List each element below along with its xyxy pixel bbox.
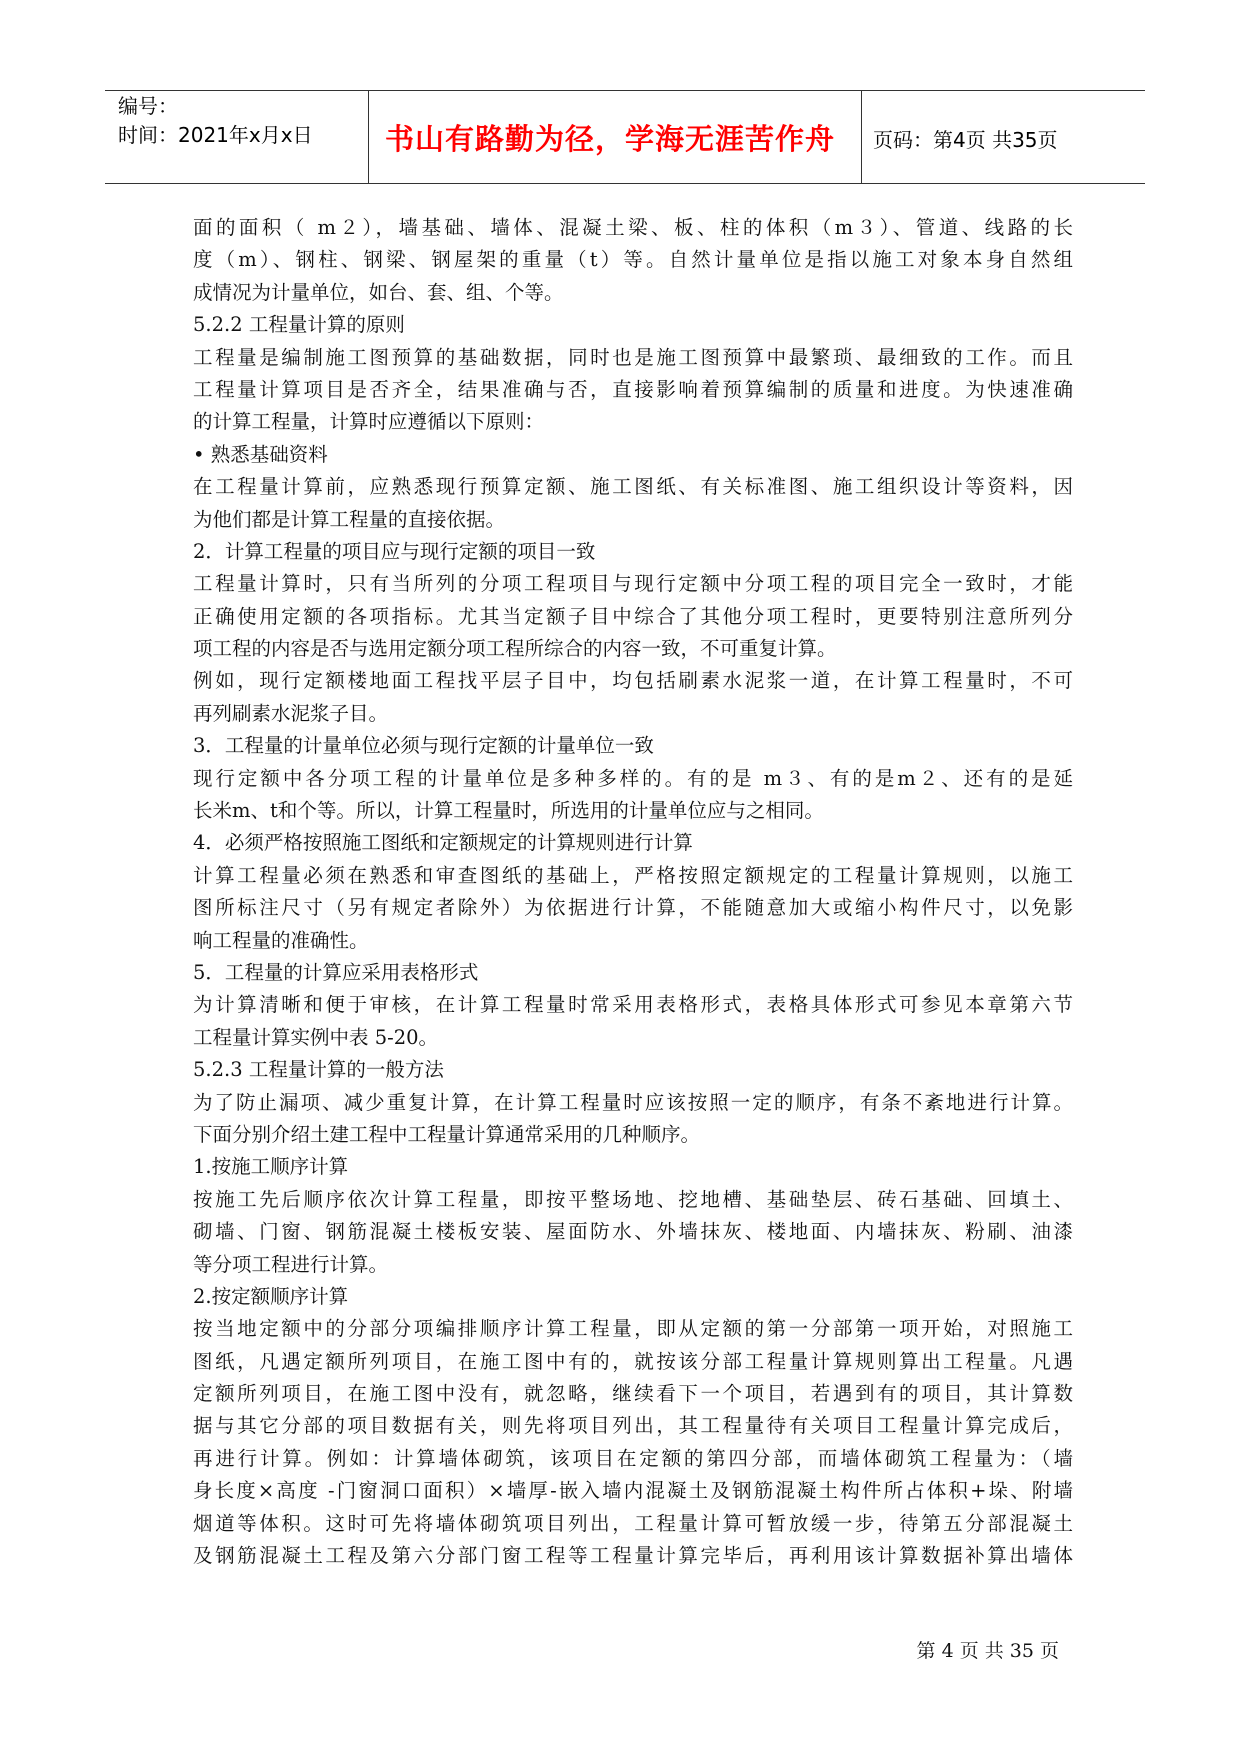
header-divider-left xyxy=(368,90,369,183)
body-line: 5．工程量的计算应采用表格形式 xyxy=(193,960,479,984)
body-line: 项工程的内容是否与选用定额分项工程所综合的内容一致，不可重复计算。 xyxy=(193,637,837,661)
body-line: 下面分别介绍土建工程中工程量计算通常采用的几种顺序。 xyxy=(193,1122,701,1146)
body-line: 图所标注尺寸（另有规定者除外）为依据进行计算，不能随意加大或缩小构件尺寸，以免影 xyxy=(193,896,1073,920)
body-line: 2.按定额顺序计算 xyxy=(193,1284,349,1308)
body-line: 正确使用定额的各项指标。尤其当定额子目中综合了其他分项工程时，更要特别注意所列分 xyxy=(193,604,1073,628)
body-line: 图纸，凡遇定额所列项目，在施工图中有的，就按该分部工程量计算规则算出工程量。凡遇 xyxy=(193,1349,1073,1373)
body-line: 响工程量的准确性。 xyxy=(193,928,369,952)
body-line: 1.按施工顺序计算 xyxy=(193,1155,349,1179)
document-body xyxy=(193,212,1073,1572)
body-line: 烟道等体积。这时可先将墙体砌筑项目列出，工程量计算可暂放缓一步，待第五分部混凝土 xyxy=(193,1511,1073,1535)
body-line: 5.2.2 工程量计算的原则 xyxy=(193,313,405,337)
body-line: 等分项工程进行计算。 xyxy=(193,1252,389,1276)
document-time-label: 时间：2021年x月x日 xyxy=(118,123,313,147)
body-line: 成情况为计量单位，如台、套、组、个等。 xyxy=(193,280,564,304)
body-line: 度（m）、钢柱、钢梁、钢屋架的重量（t）等。自然计量单位是指以施工对象本身自然组 xyxy=(193,248,1073,272)
document-number-label: 编号： xyxy=(118,94,178,118)
body-line: 定额所列项目，在施工图中没有，就忽略，继续看下一个项目，若遇到有的项目，其计算数 xyxy=(193,1382,1073,1406)
header-page-label: 页码：第4页 共35页 xyxy=(873,128,1058,152)
body-line: 工程量计算实例中表 5-20。 xyxy=(193,1025,439,1049)
body-line: 在工程量计算前，应熟悉现行预算定额、施工图纸、有关标准图、施工组织设计等资料，因 xyxy=(193,475,1073,499)
body-line: 例如，现行定额楼地面工程找平层子目中，均包括刷素水泥浆一道，在计算工程量时，不可 xyxy=(193,669,1073,693)
body-line: 计算工程量必须在熟悉和审查图纸的基础上，严格按照定额规定的工程量计算规则，以施工 xyxy=(193,863,1073,887)
body-line: 工程量计算时，只有当所列的分项工程项目与现行定额中分项工程的项目完全一致时，才能 xyxy=(193,572,1073,596)
body-line: 5.2.3 工程量计算的一般方法 xyxy=(193,1058,444,1082)
body-line: 据与其它分部的项目数据有关，则先将项目列出，其工程量待有关项目工程量计算完成后， xyxy=(193,1414,1073,1438)
header-motto: 书山有路勤为径，学海无涯苦作舟 xyxy=(384,122,835,156)
body-line: 按施工先后顺序依次计算工程量，即按平整场地、挖地槽、基础垫层、砖石基础、回填土、 xyxy=(193,1187,1073,1211)
body-line: 工程量是编制施工图预算的基础数据，同时也是施工图预算中最繁琐、最细致的工作。而且 xyxy=(193,345,1073,369)
body-line: 2．计算工程量的项目应与现行定额的项目一致 xyxy=(193,539,596,563)
body-line: 为计算清晰和便于审核，在计算工程量时常采用表格形式，表格具体形式可参见本章第六节 xyxy=(193,993,1073,1017)
header-divider-right xyxy=(861,90,862,183)
body-line: 长米m、t和个等。所以，计算工程量时，所选用的计量单位应与之相同。 xyxy=(193,799,824,823)
body-line: 砌墙、门窗、钢筋混凝土楼板安装、屋面防水、外墙抹灰、楼地面、内墙抹灰、粉刷、油漆 xyxy=(193,1220,1073,1244)
body-line: 再进行计算。例如：计算墙体砌筑，该项目在定额的第四分部，而墙体砌筑工程量为：（墙 xyxy=(193,1446,1073,1470)
body-line: 工程量计算项目是否齐全，结果准确与否，直接影响着预算编制的质量和进度。为快速准确 xyxy=(193,377,1073,401)
body-line: 3．工程量的计量单位必须与现行定额的计量单位一致 xyxy=(193,734,654,758)
body-line: • 熟悉基础资料 xyxy=(193,442,328,466)
body-line: 现行定额中各分项工程的计量单位是多种多样的。有的是 m３、有的是m２、还有的是延 xyxy=(193,766,1073,790)
page-footer: 第 4 页 共 35 页 xyxy=(916,1640,1059,1662)
body-line: 4．必须严格按照施工图纸和定额规定的计算规则进行计算 xyxy=(193,831,693,855)
body-line: 再列刷素水泥浆子目。 xyxy=(193,701,389,725)
body-line: 及钢筋混凝土工程及第六分部门窗工程等工程量计算完毕后，再利用该计算数据补算出墙体 xyxy=(193,1544,1073,1568)
body-line: 身长度×高度 -门窗洞口面积）×墙厚-嵌入墙内混凝土及钢筋混凝土构件所占体积+垛、附墙 xyxy=(193,1479,1073,1503)
header-bottom-rule xyxy=(105,183,1145,184)
body-line: 为他们都是计算工程量的直接依据。 xyxy=(193,507,506,531)
header-top-rule xyxy=(105,90,1145,91)
body-line: 面的面积（ m２），墙基础、墙体、混凝土梁、板、柱的体积（m３）、管道、线路的长 xyxy=(193,216,1073,239)
body-line: 为了防止漏项、减少重复计算，在计算工程量时应该按照一定的顺序，有条不紊地进行计算。 xyxy=(193,1090,1073,1114)
body-line: 按当地定额中的分部分项编排顺序计算工程量，即从定额的第一分部第一项开始，对照施工 xyxy=(193,1317,1073,1341)
body-line: 的计算工程量，计算时应遵循以下原则： xyxy=(193,410,545,434)
header-meta xyxy=(118,92,313,150)
